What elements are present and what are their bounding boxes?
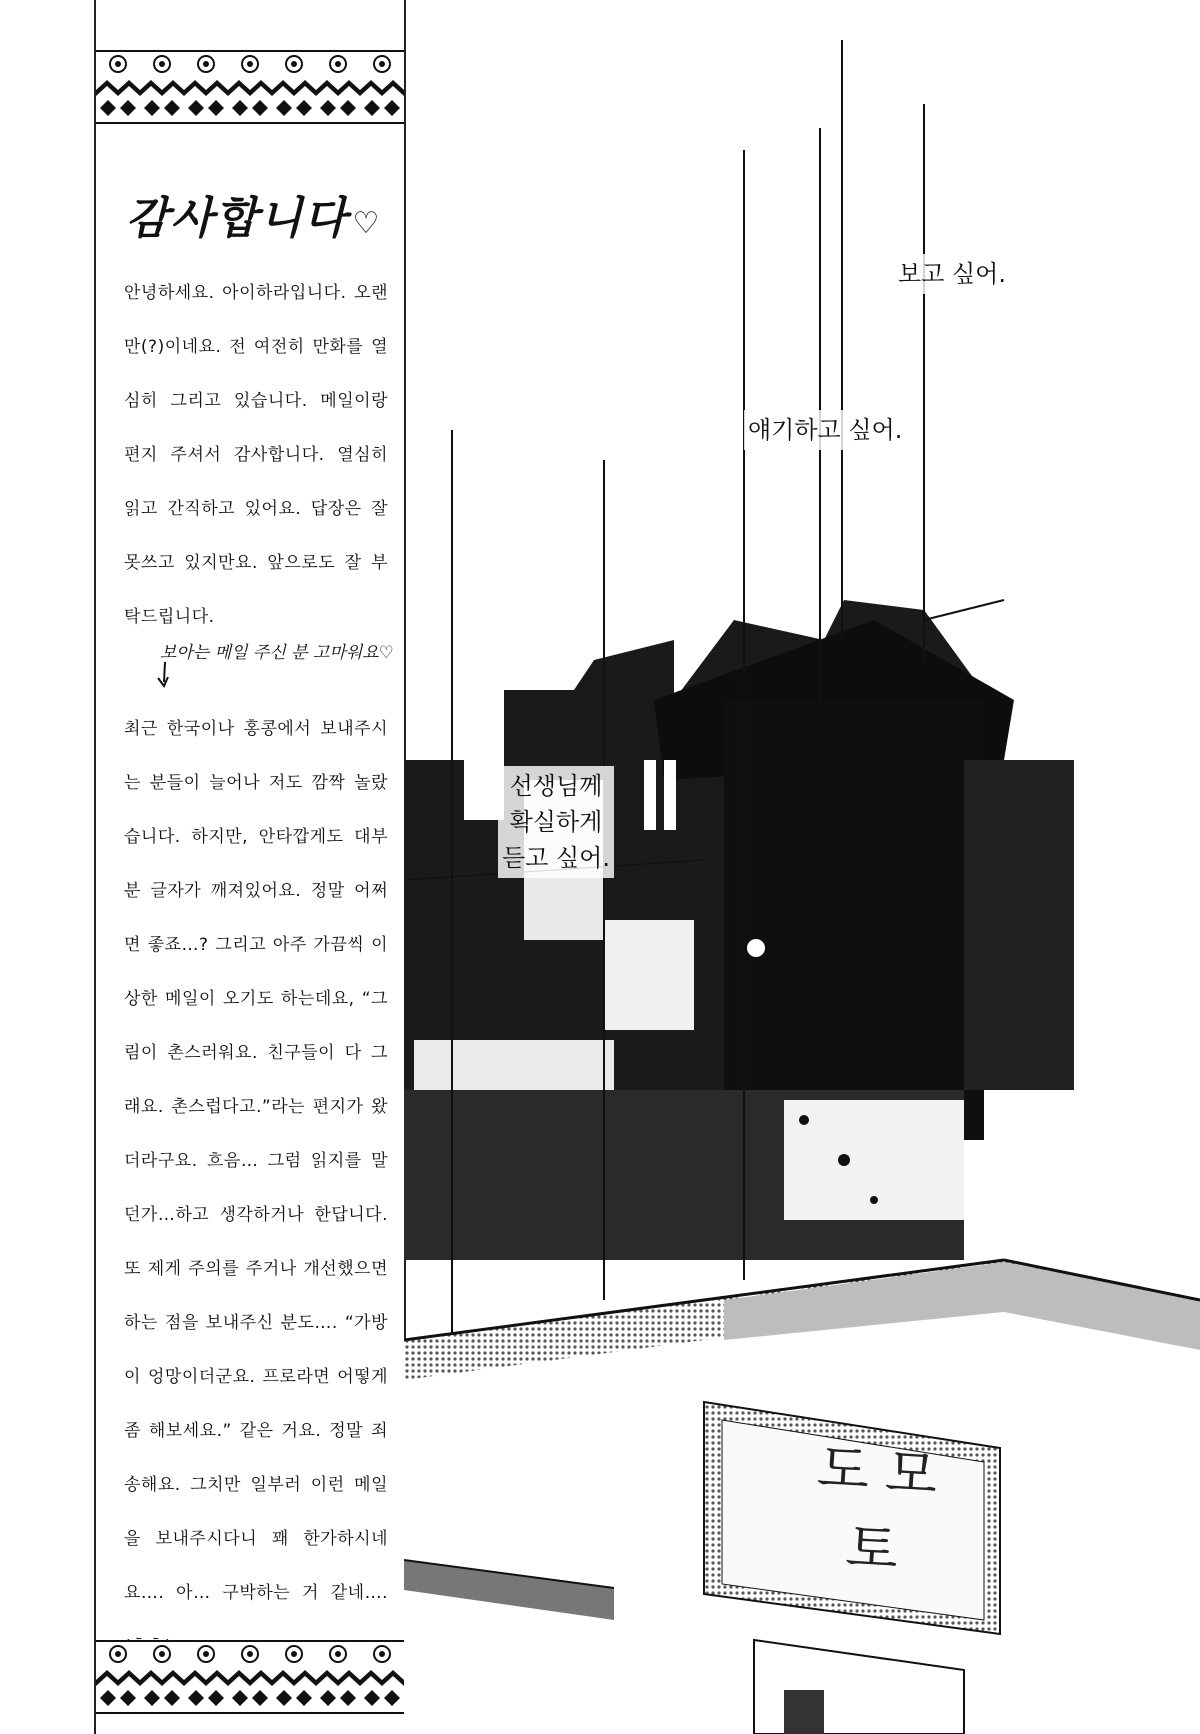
- speech-line: 듣고 싶어.: [502, 844, 610, 872]
- buildings: [404, 600, 1074, 1260]
- afterword-column: [94, 0, 406, 1734]
- shop-sign: 도모토: [815, 1436, 956, 1584]
- shop-building: [404, 1260, 1200, 1734]
- ornament-band-bottom: [96, 1640, 404, 1714]
- speech-line: 선생님께: [509, 772, 603, 800]
- speech-text-want-to-talk: 얘기하고 싶어.: [744, 410, 906, 450]
- heart-icon: ♡: [352, 206, 382, 241]
- handwritten-aside-note: 보아는 메일 주신 분 고마워요♡: [160, 643, 394, 663]
- greeting-paragraph: 안녕하세요. 아이하라입니다. 오랜만(?)이네요. 전 여전히 만화를 열심히 그리고 있습니다. 메일이랑 편지 주셔서 감사합니다. 열심히 읽고 간직하고 있어요. 답장은 잘 못쓰고 있지만요. 앞으로도 잘 부탁드립니다.: [124, 283, 388, 627]
- manga-illustration: [404, 0, 1200, 1734]
- speech-text-want-to-hear: [498, 766, 614, 878]
- thanks-heading: [126, 182, 396, 246]
- arrow-icon: [156, 662, 170, 688]
- thanks-heading-text: 감사합니다: [126, 193, 349, 244]
- mail-paragraph: 최근 한국이나 홍콩에서 보내주시는 분들이 늘어나 저도 깜짝 놀랐습니다. 하지만, 안타깝게도 대부분 글자가 깨져있어요. 정말 어쩌면 좋죠…? 그리고 아주 가끔씩 이상한 메일이 오기도 하는데요, “그림이 촌스러워요. 친구들이 다 그래요. 촌스럽다고.”라는 편지가 왔더라구요. 흐음… 그럼 읽지를 말던가…하고 생각하거나 한답니다. 또 제게 주의를 주거나 개선했으면 하는 점을 보내주신 분도…. “가방이 엉망이더군요. 프로라면 어떻게 좀 해보세요.” 같은 거요. 정말 죄송해요. 그치만 일부러 이런 메일을 보내주시다니 꽤 한가하시네요…. 아… 구박하는 거 같네….: [124, 719, 388, 1603]
- speech-line: 확실하게: [509, 808, 603, 836]
- speech-text-want-to-see: 보고 싶어.: [894, 254, 1010, 294]
- ornament-band-top: [96, 50, 404, 124]
